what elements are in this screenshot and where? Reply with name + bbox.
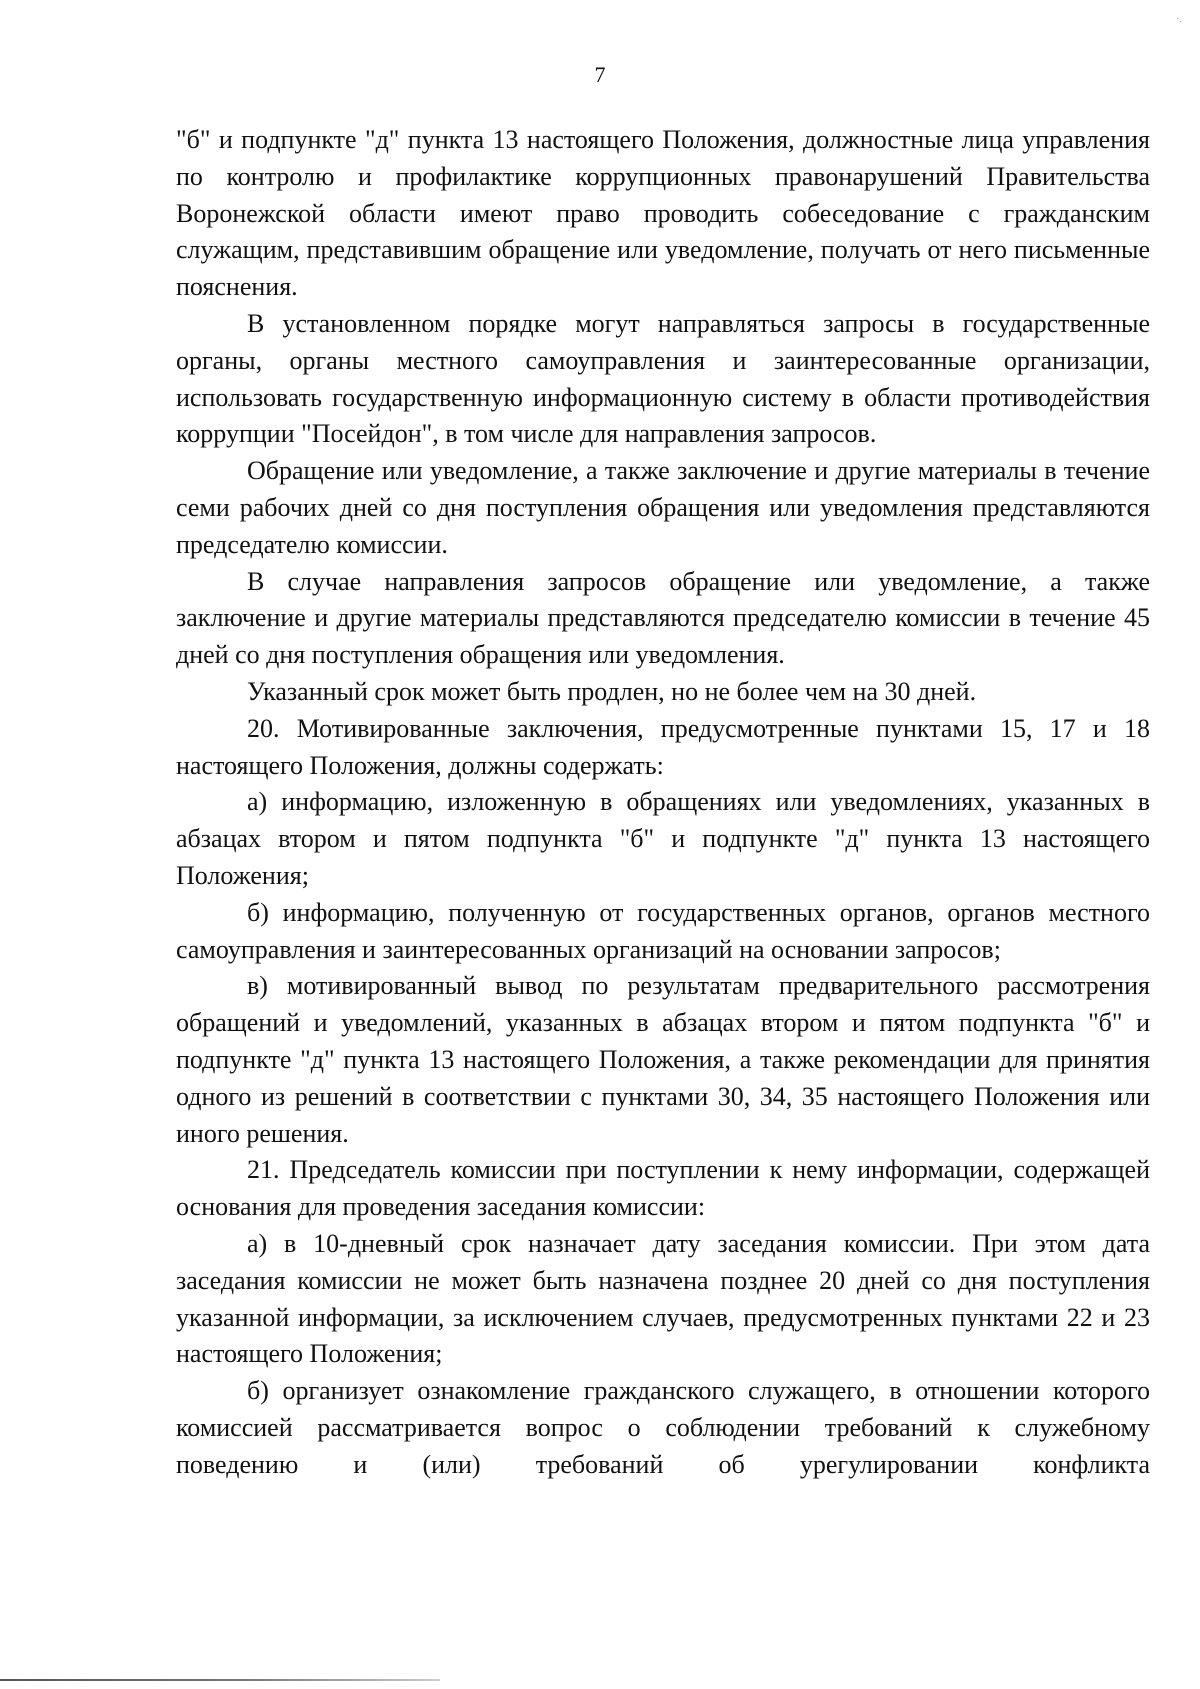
paragraph-subitem-a: а) информацию, изложенную в обращениях или уведомлениях, указанных в абзацах втором и пятом подпункта "б" и подпункте "д" пункта 13 настоящего Положения; [176,787,1150,890]
paragraph-subitem-v: в) мотивированный вывод по результатам предварительного рассмотрения обращений и уведомлений, указанных в абзацах втором и пятом подпункта "б" и подпункте "д" пункта 13 настоящего Положения, а также рекомендации для принятия одного из решений в соответствии с пунктами 30, 34, 35 настоящего Положения или иного решения. [176,971,1150,1148]
paragraph-item-21: 21. Председатель комиссии при поступлении к нему информации, содержащей основания для проведения заседания комиссии: [176,1155,1150,1222]
paragraph-continuation: "б" и подпункте "д" пункта 13 настоящего Положения, должностные лица управления по контролю и профилактике коррупционных правонарушений Правительства Воронежской области имеют право проводить собеседование с гражданским служащим, представившим обращение или уведомление, получать от него письменные пояснения. [176,125,1150,302]
page-number: 7 [594,62,606,87]
bottom-rule [0,1679,440,1681]
corner-mark: ·. [1176,14,1182,25]
paragraph-subitem-b: б) информацию, полученную от государственных органов, органов местного самоуправления и заинтересованных организаций на основании запросов; [176,897,1150,964]
paragraph-subitem-b: б) организует ознакомление гражданского служащего, в отношении которого комиссией рассматривается вопрос о соблюдении требований к служебному поведению и (или) требований об урегулировании конфликта [176,1376,1150,1479]
paragraph: В случае направления запросов обращение или уведомление, а также заключение и другие материалы представляются председателю комиссии в течение 45 дней со дня поступления обращения или уведомления. [176,566,1150,670]
paragraph: Указанный срок может быть продлен, но не более чем на 30 дней. [247,676,977,706]
paragraph-subitem-a: а) в 10-дневный срок назначает дату заседания комиссии. При этом дата заседания комиссии не может быть назначена позднее 20 дней со дня поступления указанной информации, за исключением случаев, предусмотренных пунктами 22 и 23 настоящего Положения; [176,1228,1150,1369]
document-body [176,122,1150,1483]
paragraph: В установленном порядке могут направляться запросы в государственные органы, органы местного самоуправления и заинтересованные организации, использовать государственную информационную систему в области противодействия коррупции "Посейдон", в том числе для направления запросов. [176,308,1150,449]
paragraph: Обращение или уведомление, а также заключение и другие материалы в течение семи рабочих дней со дня поступления обращения или уведомления представляются председателю комиссии. [176,456,1150,559]
paragraph-item-20: 20. Мотивированные заключения, предусмотренные пунктами 15, 17 и 18 настоящего Положения, должны содержать: [176,713,1150,780]
